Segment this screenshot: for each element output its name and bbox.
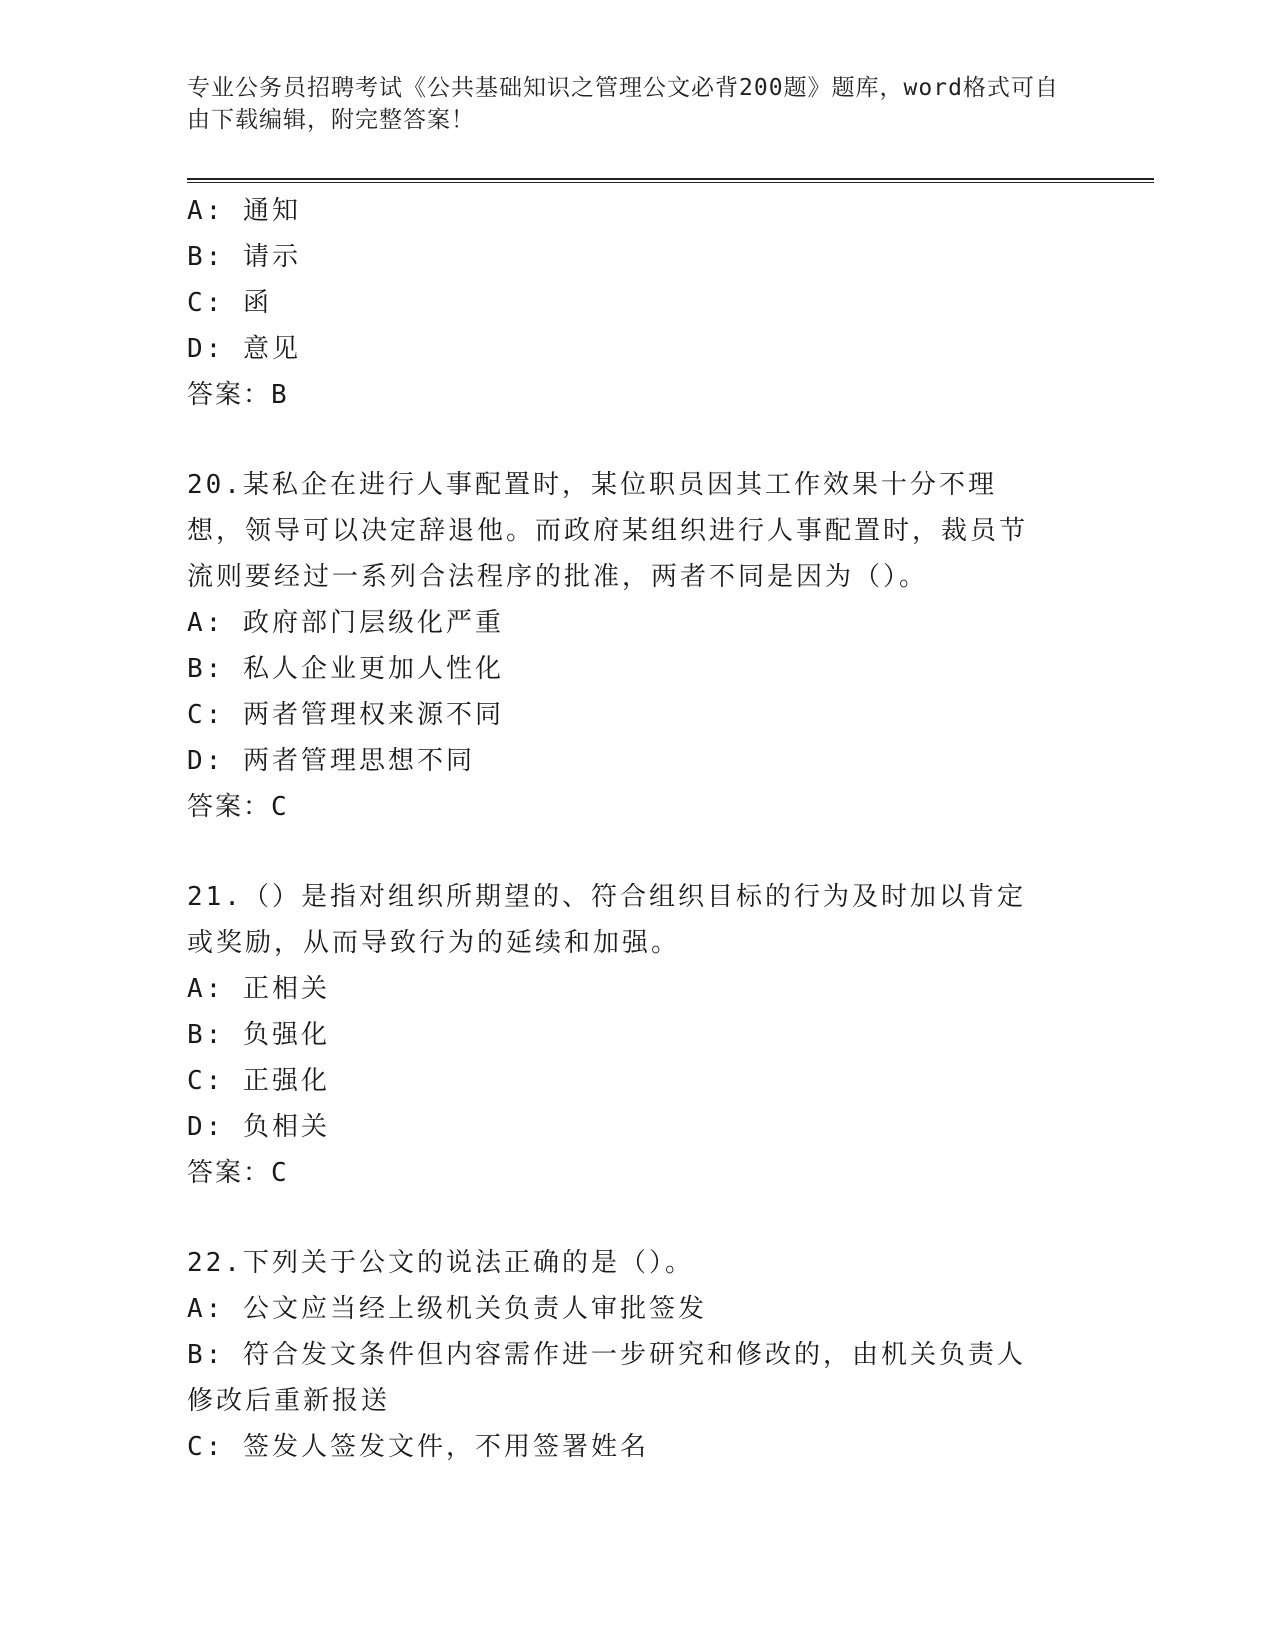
question-stem: 22.下列关于公文的说法正确的是（）。 (187, 1248, 694, 1278)
answer: 答案：C (187, 1158, 289, 1188)
option-b: B: 请示 (187, 242, 301, 272)
option-c: C: 两者管理权来源不同 (187, 700, 504, 730)
document-header: 专业公务员招聘考试《公共基础知识之管理公文必背200题》题库，word格式可自由下载编辑，附完整答案！ (187, 75, 1059, 133)
option-b: B: 私人企业更加人性化 (187, 654, 504, 684)
option-c: C: 正强化 (187, 1066, 330, 1096)
option-d: D: 意见 (187, 334, 301, 364)
option-a: A: 正相关 (187, 974, 330, 1004)
option-b: B: 符合发文条件但内容需作进一步研究和修改的，由机关负责人修改后重新报送 (187, 1340, 1026, 1416)
question-20 (187, 462, 1087, 830)
question-stem: 21.（）是指对组织所期望的、符合组织目标的行为及时加以肯定或奖励，从而导致行为的延续和加强。 (187, 882, 1026, 958)
question-list (187, 188, 1087, 1470)
option-b: B: 负强化 (187, 1020, 330, 1050)
option-d: D: 负相关 (187, 1112, 330, 1142)
option-a: A: 政府部门层级化严重 (187, 608, 504, 638)
option-c: C: 函 (187, 288, 272, 318)
answer: 答案：C (187, 792, 289, 822)
header-divider (187, 178, 1154, 183)
option-d: D: 两者管理思想不同 (187, 746, 475, 776)
option-a: A: 通知 (187, 196, 301, 226)
option-c: C: 签发人签发文件，不用签署姓名 (187, 1432, 649, 1462)
question-stem: 20.某私企在进行人事配置时，某位职员因其工作效果十分不理想，领导可以决定辞退他。而政府某组织进行人事配置时，裁员节流则要经过一系列合法程序的批准，两者不同是因为（）。 (187, 470, 1029, 592)
question-22 (187, 1240, 1087, 1470)
question-21 (187, 874, 1087, 1196)
option-a: A: 公文应当经上级机关负责人审批签发 (187, 1294, 707, 1324)
question-19 (187, 188, 1087, 418)
answer: 答案：B (187, 380, 289, 410)
